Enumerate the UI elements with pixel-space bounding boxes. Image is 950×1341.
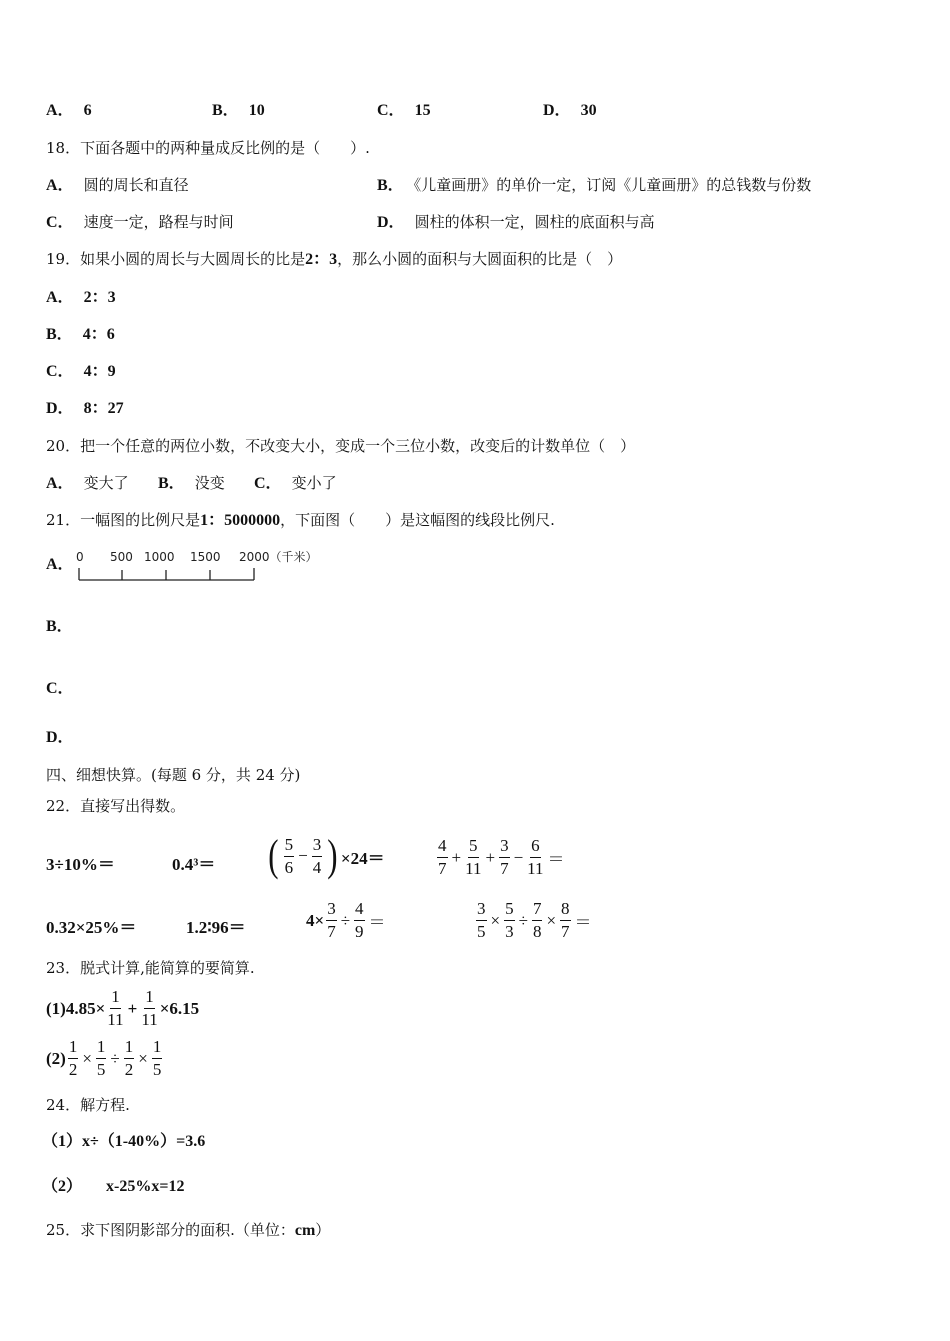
option-text: 速度一定，路程与时间 [83, 213, 234, 231]
fraction [96, 1037, 107, 1080]
expr-pre: (1)4.85× [46, 998, 106, 1018]
q22-expr-8 [474, 899, 594, 942]
option-text: 《儿童画册》的单价一定，订阅《儿童画册》的总钱数与份数 [413, 176, 812, 194]
divide-sign: ÷ [110, 1048, 120, 1068]
denominator: 11 [107, 1010, 124, 1029]
option-label: A． [46, 289, 74, 306]
scale-label-1500: 1500 [190, 550, 221, 564]
stem-text: ） [315, 1221, 331, 1239]
right-paren: ) [327, 831, 338, 880]
expr-text: 1.2∶96＝ [186, 918, 246, 937]
q17-option-b [212, 101, 265, 120]
q17-option-a [46, 101, 92, 120]
q22-stem: 22．直接写出得数。 [46, 797, 186, 815]
fraction [532, 899, 543, 942]
denominator: 11 [141, 1010, 158, 1029]
times-sign: × [546, 910, 557, 930]
q19-option-b [46, 325, 115, 344]
plus-sign: + [127, 998, 138, 1018]
q22-expr-1 [46, 850, 115, 875]
q19-option-a [46, 288, 116, 307]
plus-sign: + [451, 847, 462, 867]
q18-option-a [46, 176, 189, 195]
q22-expr-3 [265, 831, 385, 880]
q24-part-1: （1）x÷（1-40%）=3.6 [42, 1133, 206, 1150]
option-text: 10 [248, 102, 265, 119]
left-paren: ( [268, 831, 279, 880]
q21-stem [46, 511, 555, 530]
option-label: B． [377, 177, 404, 194]
fraction [284, 835, 295, 878]
numerator: 3 [499, 836, 510, 858]
numerator: 1 [152, 1037, 163, 1059]
expr-text: 0.4³＝ [172, 855, 216, 874]
expr-text: 3÷10%＝ [46, 855, 115, 874]
q23-stem: 23．脱式计算,能简算的要简算. [46, 959, 255, 977]
stem-unit: cm [294, 1222, 316, 1239]
option-label: C． [254, 475, 282, 492]
option-text: 2：3 [83, 289, 116, 306]
q20-option-a [46, 474, 129, 493]
scale-bar-graphic [74, 548, 334, 588]
times-sign: × [490, 910, 501, 930]
option-label: D． [543, 102, 571, 119]
equals-sign: ＝ [547, 850, 565, 869]
scale-label-500: 500 [110, 550, 133, 564]
q21-option-b-label: B． [46, 618, 73, 635]
numerator: 5 [284, 835, 295, 857]
times-sign: × [138, 1048, 148, 1068]
q21-option-a-label: A． [46, 556, 74, 573]
q20-option-c [254, 474, 337, 493]
numerator: 3 [326, 899, 337, 921]
fraction [326, 899, 337, 942]
q17-option-c [377, 101, 431, 120]
q25-stem [46, 1221, 330, 1240]
stem-ratio: 2：3 [305, 251, 338, 268]
denominator: 11 [465, 859, 482, 878]
denominator: 6 [284, 857, 294, 877]
option-label: B． [46, 326, 73, 343]
numerator: 4 [354, 899, 365, 921]
numerator: 4 [437, 836, 448, 858]
option-text: 圆柱的体积一定，圆柱的底面积与高 [414, 213, 655, 231]
divide-sign: ÷ [340, 910, 351, 930]
fraction [124, 1037, 135, 1080]
q21-option-d-label: D． [46, 729, 74, 746]
q18-option-b [377, 176, 811, 195]
q21-scale-bar [74, 548, 334, 592]
denominator: 3 [505, 922, 514, 941]
option-label: C． [46, 214, 74, 231]
plus-sign: + [485, 847, 496, 867]
numerator: 1 [68, 1037, 79, 1059]
fraction [465, 836, 481, 879]
option-label: B． [212, 102, 239, 119]
fraction [560, 899, 571, 942]
expr-pre: (2) [46, 1048, 66, 1068]
stem-scale: 1：5000000 [200, 512, 281, 529]
denominator: 7 [327, 922, 336, 941]
fraction [527, 836, 543, 879]
q20-option-b [158, 474, 225, 493]
option-text: 8：27 [83, 400, 124, 417]
numerator: 8 [560, 899, 571, 921]
minus-sign: − [513, 847, 524, 867]
q22-expr-2 [172, 850, 215, 875]
fraction [476, 899, 487, 942]
option-label: C． [46, 363, 74, 380]
option-label: D． [377, 214, 405, 231]
denominator: 5 [477, 922, 486, 941]
option-text: 变大了 [83, 474, 129, 492]
fraction [152, 1037, 163, 1080]
option-label: A． [46, 102, 74, 119]
fraction [499, 836, 510, 879]
option-label: A． [46, 177, 74, 194]
option-label: D． [46, 400, 74, 417]
numerator: 6 [530, 836, 541, 858]
option-text: 6 [83, 102, 92, 119]
minus-sign: − [298, 846, 308, 865]
fraction [504, 899, 515, 942]
divide-sign: ÷ [518, 910, 528, 930]
q22-expr-4 [435, 836, 567, 879]
denominator: 2 [124, 1060, 134, 1079]
denominator: 7 [561, 922, 570, 941]
scale-label-1000: 1000 [144, 550, 175, 564]
option-text: 15 [414, 102, 431, 119]
stem-text: 19．如果小圆的周长与大圆周长的比是 [46, 250, 306, 268]
denominator: 5 [96, 1060, 106, 1079]
denominator: 5 [152, 1060, 162, 1079]
q18-stem: 18．下面各题中的两种量成反比例的是（ ）. [46, 139, 370, 157]
stem-text: 25．求下图阴影部分的面积.（单位： [46, 1221, 295, 1239]
scale-label-0: 0 [76, 550, 84, 564]
q24-stem: 24．解方程. [46, 1096, 130, 1114]
stem-text: ，下面图（ ）是这幅图的线段比例尺. [280, 511, 555, 529]
numerator: 3 [312, 835, 323, 857]
denominator: 9 [355, 922, 364, 941]
numerator: 7 [532, 899, 543, 921]
q20-stem: 20．把一个任意的两位小数，不改变大小，变成一个三位小数，改变后的计数单位（ ） [46, 437, 636, 455]
q23-part-2 [46, 1037, 164, 1080]
numerator: 5 [504, 899, 515, 921]
denominator: 7 [438, 859, 447, 878]
option-text: 变小了 [291, 474, 337, 492]
option-label: C． [377, 102, 405, 119]
option-label: B． [158, 475, 185, 492]
option-text: 没变 [194, 474, 225, 492]
denominator: 2 [68, 1060, 78, 1079]
numerator: 1 [110, 987, 121, 1009]
expr-tail: ×24＝ [340, 848, 385, 868]
fraction [354, 899, 365, 942]
q22-expr-5 [46, 913, 136, 938]
section-4-title: 四、细想快算。(每题 6 分，共 24 分) [46, 766, 301, 784]
expr-text: 0.32×25%＝ [46, 918, 137, 937]
option-text: 4：6 [82, 326, 115, 343]
equals-sign: ＝ [574, 913, 592, 932]
fraction [107, 987, 123, 1030]
option-text: 30 [580, 102, 597, 119]
q17-option-d [543, 101, 597, 120]
denominator: 4 [312, 857, 322, 877]
q22-expr-6 [186, 913, 246, 938]
fraction [68, 1037, 79, 1080]
fraction [141, 987, 157, 1030]
numerator: 1 [144, 987, 155, 1009]
option-label: A． [46, 475, 74, 492]
q22-expr-7 [306, 899, 388, 942]
expr-tail: ×6.15 [159, 998, 200, 1018]
numerator: 5 [468, 836, 479, 858]
equals-sign: ＝ [368, 913, 386, 932]
q19-option-d [46, 399, 124, 418]
part-label: （2） [42, 1178, 83, 1195]
scale-label-2000: 2000（千米） [239, 550, 318, 564]
times-sign: × [82, 1048, 92, 1068]
numerator: 1 [124, 1037, 135, 1059]
numerator: 3 [476, 899, 487, 921]
stem-text: 21．一幅图的比例尺是 [46, 511, 201, 529]
numerator: 1 [96, 1037, 107, 1059]
fraction [437, 836, 448, 879]
expr-pre: 4× [306, 910, 325, 930]
option-text: 圆的周长和直径 [83, 176, 189, 194]
q18-option-c [46, 213, 234, 232]
q19-option-c [46, 362, 116, 381]
equation: x-25%x=12 [106, 1178, 185, 1195]
denominator: 11 [527, 859, 544, 878]
q19-stem [46, 250, 622, 269]
denominator: 8 [532, 922, 542, 941]
fraction [312, 835, 323, 878]
q21-option-c-label: C． [46, 680, 74, 697]
option-text: 4：9 [83, 363, 116, 380]
q18-option-d [377, 213, 655, 232]
denominator: 7 [500, 859, 509, 878]
q23-part-1 [46, 987, 199, 1030]
q24-part-2 [42, 1177, 184, 1196]
stem-text: ，那么小圆的面积与大圆面积的比是（ ） [337, 250, 623, 268]
